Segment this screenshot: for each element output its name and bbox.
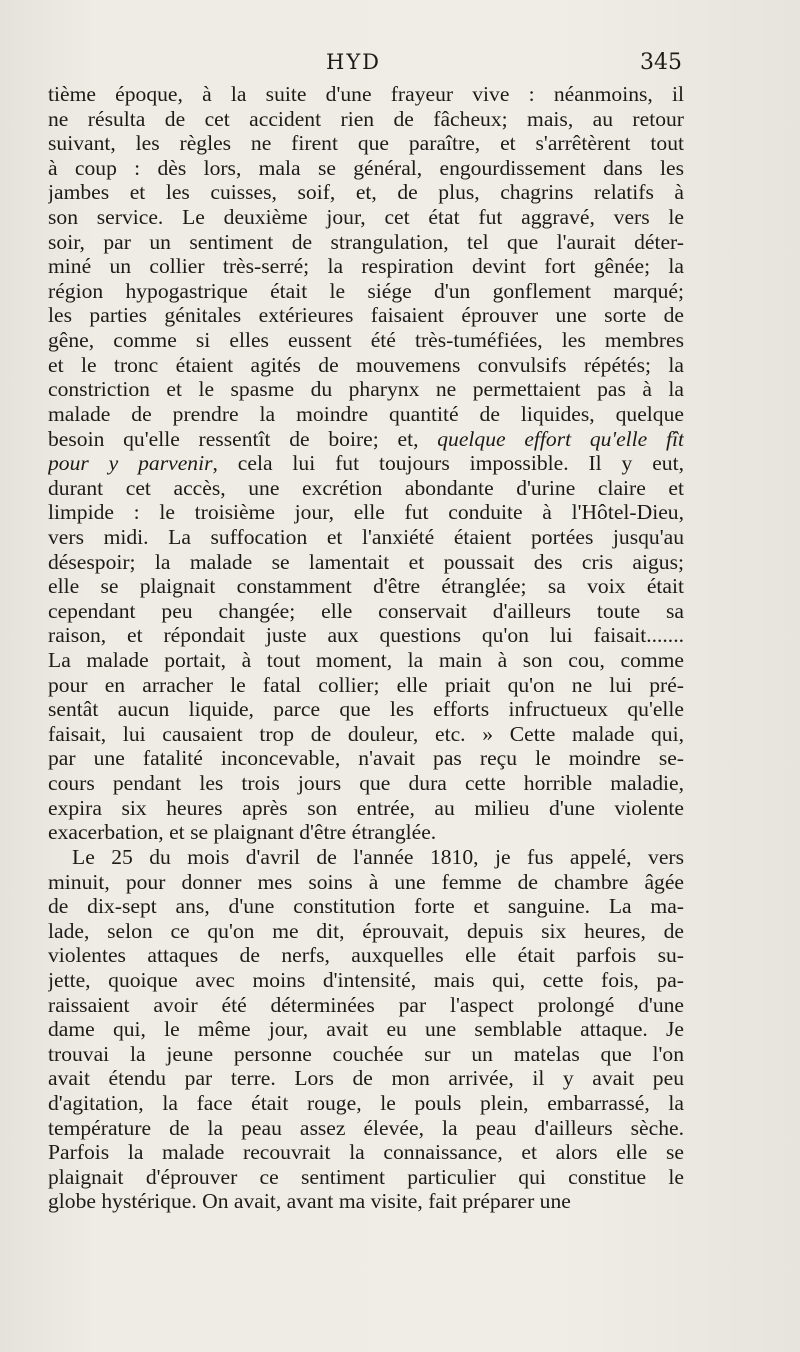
text-line: Le 25 du mois d'avril de l'année 1810, je fus appelé, vers xyxy=(72,844,684,869)
text-line: Parfois la malade recouvrait la connaissance, et alors elle se xyxy=(48,1140,684,1165)
text-line: malade de prendre la moindre quantité de liquides, quelque xyxy=(48,401,684,426)
text-line: vers midi. La suffocation et l'anxiété étaient portées jusqu'au xyxy=(48,524,684,549)
text-line: à coup : dès lors, mala se général, engourdissement dans les xyxy=(48,155,684,180)
text-line: plaignait d'éprouver ce sentiment particulier qui constitue le xyxy=(48,1164,684,1189)
italic-phrase: quelque effort qu'elle fît xyxy=(437,426,684,451)
running-head: HYD xyxy=(326,50,382,74)
text-line: limpide : le troisième jour, elle fut conduite à l'Hôtel-Dieu, xyxy=(48,500,684,525)
text-line: jambes et les cuisses, soif, et, de plus, chagrins relatifs à xyxy=(48,180,684,205)
text-line: pour en arracher le fatal collier; elle priait qu'on ne lui pré- xyxy=(48,672,684,697)
text-line: lade, selon ce qu'on me dit, éprouvait, depuis six heures, de xyxy=(48,918,684,943)
text-line: ne résulta de cet accident rien de fâcheux; mais, au retour xyxy=(48,106,684,131)
text-line: région hypogastrique était le siége d'un gonflement marqué; xyxy=(48,278,684,303)
text-line: durant cet accès, une excrétion abondante d'urine claire et xyxy=(48,475,684,500)
text-line: désespoir; la malade se lamentait et poussait des cris aigus; xyxy=(48,549,684,574)
text-line: les parties génitales extérieures faisaient éprouver une sorte de xyxy=(48,303,684,328)
text-line: par une fatalité inconcevable, n'avait pas reçu le moindre se- xyxy=(48,746,684,771)
text-line: faisait, lui causaient trop de douleur, etc. » Cette malade qui, xyxy=(48,721,684,746)
text-line: gêne, comme si elles eussent été très-tuméfiées, les membres xyxy=(48,328,684,353)
body-text xyxy=(48,82,684,1214)
text-line: d'agitation, la face était rouge, le pouls plein, embarrassé, la xyxy=(48,1090,684,1115)
page-header xyxy=(0,50,800,80)
text-line: température de la peau assez élevée, la peau d'ailleurs sèche. xyxy=(48,1115,684,1140)
text-line: pour y parvenir, cela lui fut toujours impossible. Il y eut, xyxy=(48,451,684,476)
text-line: trouvai la jeune personne couchée sur un matelas que l'on xyxy=(48,1041,684,1066)
text-line: raissaient avoir été déterminées par l'aspect prolongé d'une xyxy=(48,992,684,1017)
text-line: raison, et répondait juste aux questions qu'on lui faisait....... xyxy=(48,623,684,648)
text-line: dame qui, le même jour, avait eu une semblable attaque. Je xyxy=(48,1017,684,1042)
text-line: minuit, pour donner mes soins à une femme de chambre âgée xyxy=(48,869,684,894)
text-line: suivant, les règles ne firent que paraître, et s'arrêtèrent tout xyxy=(48,131,684,156)
text-line: sentât aucun liquide, parce que les efforts infructueux qu'elle xyxy=(48,697,684,722)
text-line: et le tronc étaient agités de mouvemens convulsifs répétés; la xyxy=(48,352,684,377)
text-line: son service. Le deuxième jour, cet état fut aggravé, vers le xyxy=(48,205,684,230)
text-line: constriction et le spasme du pharynx ne permettaient pas à la xyxy=(48,377,684,402)
text-line: La malade portait, à tout moment, la main à son cou, comme xyxy=(48,648,684,673)
italic-phrase: pour y parvenir xyxy=(48,451,213,476)
text-line: jette, quoique avec moins d'intensité, mais qui, cette fois, pa- xyxy=(48,967,684,992)
text-line: violentes attaques de nerfs, auxquelles elle était parfois su- xyxy=(48,943,684,968)
text-line: elle se plaignait constamment d'être étranglée; sa voix était xyxy=(48,574,684,599)
text-line: avait étendu par terre. Lors de mon arrivée, il y avait peu xyxy=(48,1066,684,1091)
text-line: de dix-sept ans, d'une constitution forte et sanguine. La ma- xyxy=(48,894,684,919)
text-line: tième époque, à la suite d'une frayeur vive : néanmoins, il xyxy=(48,82,684,106)
text-line: globe hystérique. On avait, avant ma visite, fait préparer une xyxy=(48,1189,571,1214)
text-line: cependant peu changée; elle conservait d'ailleurs toute sa xyxy=(48,598,684,623)
text-line: miné un collier très-serré; la respiration devint fort gênée; la xyxy=(48,254,684,279)
text-line: cours pendant les trois jours que dura cette horrible maladie, xyxy=(48,771,684,796)
text-line: exacerbation, et se plaignant d'être étranglée. xyxy=(48,820,437,845)
text-line: soir, par un sentiment de strangulation, tel que l'aurait déter- xyxy=(48,229,684,254)
text-line: besoin qu'elle ressentît de boire; et, quelque effort qu'elle fît xyxy=(48,426,684,451)
text-line: expira six heures après son entrée, au milieu d'une violente xyxy=(48,795,684,820)
page-number: 345 xyxy=(640,50,682,75)
